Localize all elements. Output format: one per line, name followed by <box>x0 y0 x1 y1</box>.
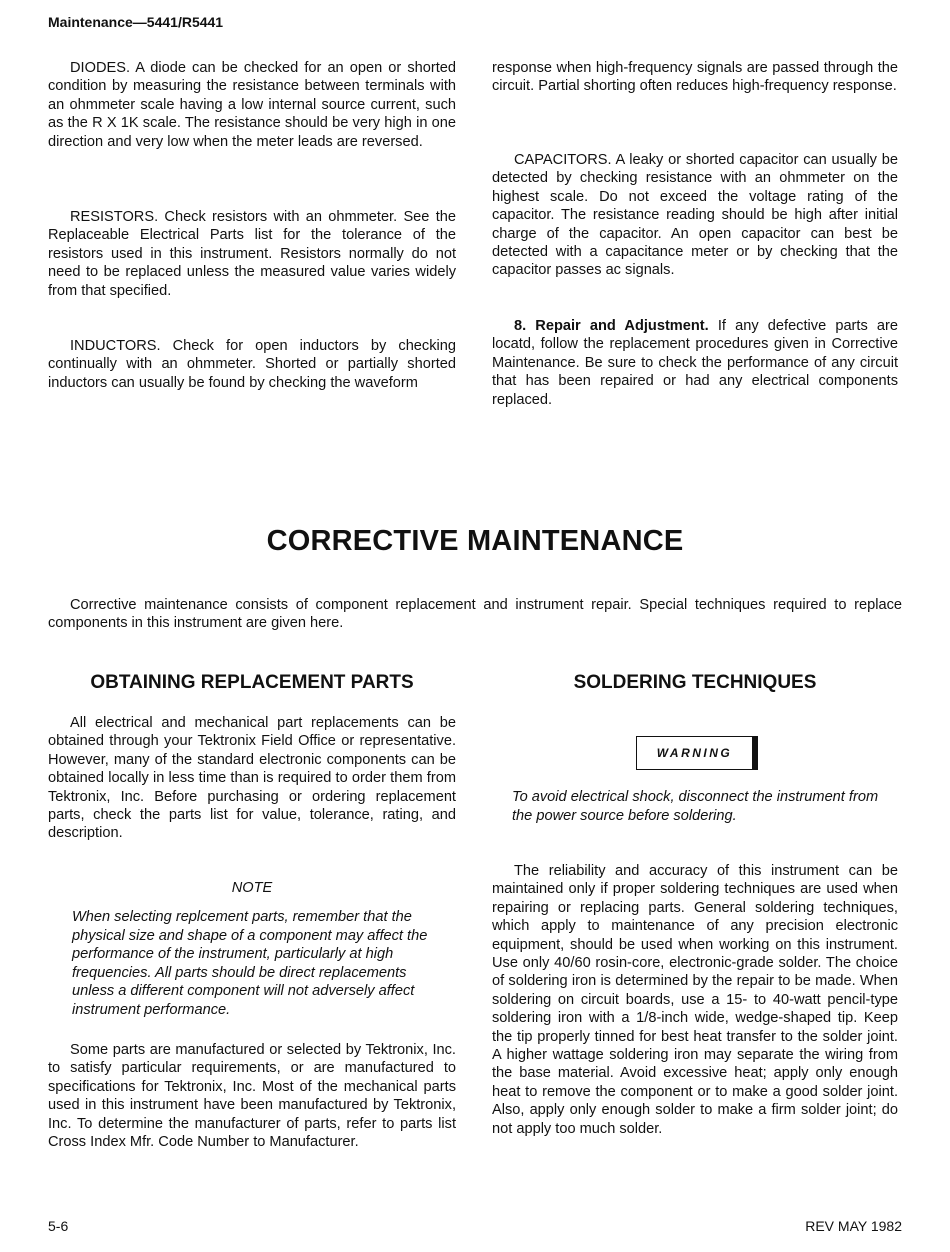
obtaining-parts-paragraph: All electrical and mechanical part replacements can be obtained through your Tektronix Field Office or representative. However, many of the standard electronic components can be obtained locally in less time than is required to order them from Tektronix, Inc. Before purchasing or ordering replacement parts, check the parts list for value, tolerance, rating, and description. <box>48 715 456 842</box>
repair-adjustment-heading: 8. Repair and Adjustment. <box>514 318 709 334</box>
repair-adjustment-text: If any defective parts are locatd, follow the replacement procedures given in Corrective Maintenance. Be sure to check the performance of any circuit that has been repaired or had any electrical components replaced. <box>492 318 898 408</box>
page-number: 5-6 <box>48 1218 69 1234</box>
inductors-paragraph: INDUCTORS. Check for open inductors by checking continually with an ohmmeter. Shorted or partially shorted inductors can usually be found by checking the waveform <box>48 338 456 391</box>
revision-date: REV MAY 1982 <box>805 1218 902 1234</box>
soldering-heading: SOLDERING TECHNIQUES <box>573 672 817 693</box>
warning-box <box>636 736 758 770</box>
repair-adjustment-paragraph <box>492 317 898 409</box>
note-label: NOTE <box>231 880 273 896</box>
inductors-continued-paragraph: response when high-frequency signals are passed through the circuit. Partial shorting often reduces high-frequency response. <box>492 60 898 95</box>
soldering-paragraph: The reliability and accuracy of this instrument can be maintained only if proper soldering techniques are used when repairing or replacing parts. General soldering techniques, which apply to maintenance of any precision electronic equipment, should be used when working on this instrument. Use only 40/60 rosin-core, electronic-grade solder. The choice of soldering iron is determined by the repair to be made. When soldering on circuit boards, use a 15- to 40-watt pencil-type soldering iron with a 1/8-inch wide, wedge-shaped tip. Keep the tip properly tinned for best heat transfer to the solder joint. A higher wattage soldering iron may separate the wiring from the base material. Avoid excessive heat; apply only enough heat to remove the component or to make a good solder joint. Also, apply only enough solder to make a firm solder joint; do not apply too much solder. <box>492 863 898 1137</box>
corrective-intro-paragraph: Corrective maintenance consists of component replacement and instrument repair. Special techniques required to replace components in this instrument are given here. <box>48 597 902 632</box>
manufacturer-paragraph: Some parts are manufactured or selected by Tektronix, Inc. to satisfy particular requirements, or are manufactured to specifications for Tektronix, Inc. Most of the mechanical parts used in this instrument have been manufactured by Tektronix, Inc. To determine the manufacturer of parts, refer to parts list Cross Index Mfr. Code Number to Manufacturer. <box>48 1042 456 1151</box>
note-text: When selecting replcement parts, remember that the physical size and shape of a component may affect the performance of the instrument, particularly at high frequencies. All parts should be direct replacements unless a different component will not adversely affect instrument performance. <box>72 909 428 1018</box>
diodes-paragraph: DIODES. A diode can be checked for an open or shorted condition by measuring the resistance between terminals with an ohmmeter scale having a low internal source current, such as the R X 1K scale. The resistance should be very high in one direction and very low when the meter leads are reversed. <box>48 60 456 150</box>
warning-text: To avoid electrical shock, disconnect the instrument from the power source before soldering. <box>512 789 879 824</box>
resistors-paragraph: RESISTORS. Check resistors with an ohmmeter. See the Replaceable Electrical Parts list for the tolerance of the resistors used in this instrument. Resistors normally do not need to be replaced unless the measured value varies widely from that specified. <box>48 209 456 299</box>
capacitors-paragraph: CAPACITORS. A leaky or shorted capacitor can usually be detected by checking resistance with an ohmmeter on the highest scale. Do not exceed the voltage rating of the capacitor. The resistance reading should be high after initial charge of the capacitor. An open capacitor can best be detected with a capacitance meter or by checking that the capacitor passes ac signals. <box>492 152 898 279</box>
obtaining-parts-heading: OBTAINING REPLACEMENT PARTS <box>90 672 414 693</box>
warning-label: WARNING <box>656 746 733 760</box>
corrective-maintenance-title: CORRECTIVE MAINTENANCE <box>266 525 684 557</box>
running-head: Maintenance—5441/R5441 <box>48 14 224 30</box>
